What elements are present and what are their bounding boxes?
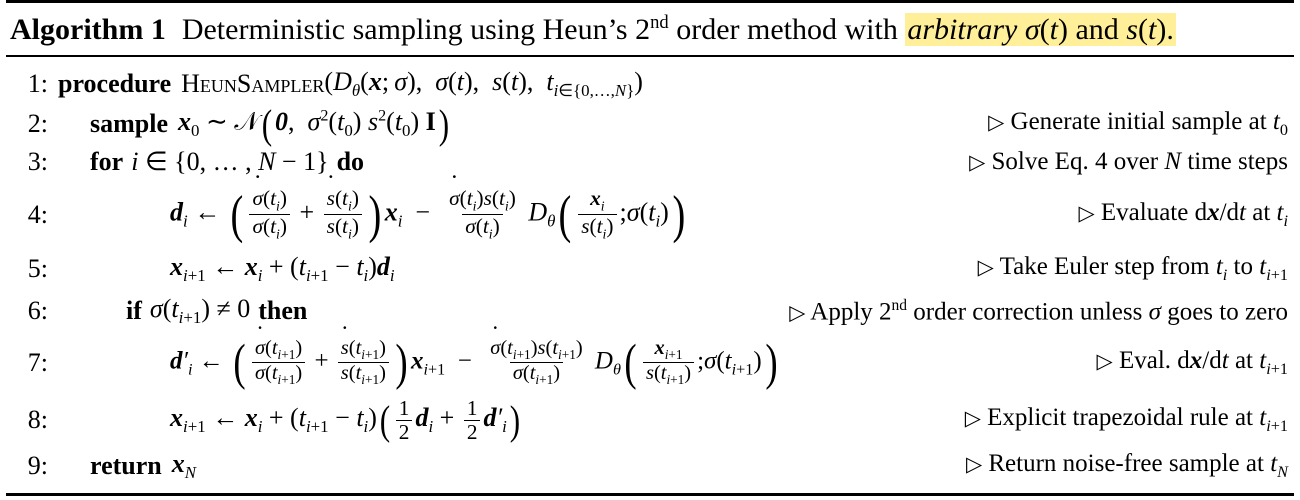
line-comment: ▷ Apply 2nd order correction unless σ goes to zero <box>789 296 1288 325</box>
line-comment: ▷ Solve Eq. 4 over N time steps <box>969 148 1288 176</box>
algorithm-caption-text <box>182 12 1176 47</box>
line-number: 3: <box>27 147 48 177</box>
line5-expression: $x_{i+1}$ ← $x_i + (t_{i+1} - t_i)d_i$ <box>170 251 395 286</box>
line6-expression: $\sigma(t_{i+1}) \ne 0$ <box>149 294 251 328</box>
line-code <box>58 100 1294 147</box>
keyword-do: do <box>336 147 365 177</box>
line-number: 4: <box>27 199 48 229</box>
algorithm-label: Algorithm 1 <box>10 13 166 46</box>
algorithm-line <box>6 100 1294 147</box>
keyword-procedure: procedure <box>58 69 172 99</box>
line-number: 9: <box>27 451 48 481</box>
caption-highlight: arbitrary σ(t) and s(t). <box>907 13 1174 46</box>
line9-expression: $x_N$ <box>171 449 197 483</box>
line-code <box>58 147 1294 177</box>
keyword-for: for <box>90 147 124 177</box>
algorithm-line <box>6 242 1294 286</box>
keyword-sample: sample <box>90 109 168 139</box>
line-code <box>58 252 1294 286</box>
procedure-args: ($D_\theta(x$; σ), σ(t), s(t), $t_{i\in\{0,\dots,N\}}$) <box>324 67 643 101</box>
line-code <box>58 67 1294 101</box>
caption-pre: Deterministic sampling using Heun’s 2 <box>181 13 651 46</box>
procedure-name: HeunSampler <box>181 69 325 99</box>
algorithm-line <box>6 286 1294 328</box>
algorithm-line <box>6 141 1294 177</box>
line-comment: ▷ Eval. dx/dt at $t_{i+1}$ <box>1096 346 1288 378</box>
line-code <box>58 449 1294 483</box>
algorithm-line <box>6 177 1294 245</box>
line-comment: ▷ Return noise-free sample at $t_N$ <box>965 450 1288 482</box>
line-number: 1: <box>27 69 48 99</box>
algorithm-line <box>6 328 1294 391</box>
algorithm-body <box>6 57 1294 483</box>
algorithm-caption <box>6 3 1294 55</box>
line2-expression: $x_0$ ∼ 𝒩( 0, $\sigma^2(t_0)$ $s^2(t_0)$ I) <box>178 100 449 147</box>
line-number: 6: <box>27 296 48 326</box>
line-code <box>58 397 1294 443</box>
line-comment: ▷ Take Euler step from $t_i$ to $t_{i+1}$ <box>977 253 1288 285</box>
algorithm-line <box>6 443 1294 483</box>
line-code <box>58 294 1294 328</box>
line-comment: ▷ Evaluate dx/dt at $t_i$ <box>1078 198 1288 230</box>
line7-expression: $d'_i$ ← ( $\frac{\sigma ˙(t_{i+1})}{\sigma(t_{i+1})}$ + $\frac{s ˙(t_{i+1})}{s(t_{i+1})}$ ) $x_{i+1}$ − $\frac{\sigma ˙(t_{i+1})s(t_{i+1})}{\sigma(t_{i+1})}$ $D_\theta$( $\frac{x_{i+1}}{s(t_{i+1})}$ $;\sigma(t_{i+1})$) <box>170 338 781 387</box>
algorithm-line <box>6 63 1294 101</box>
caption-mid: order method with <box>668 13 906 46</box>
line-number: 2: <box>27 109 48 139</box>
line-number: 8: <box>27 405 48 435</box>
line3-expression: i ∈ {0, … , N − 1} <box>131 147 329 177</box>
line-code <box>58 185 1294 245</box>
keyword-if: if <box>126 296 142 326</box>
keyword-return: return <box>90 451 162 481</box>
line4-expression: $d_i$ ← ( $\frac{\sigma ˙(t_i)}{\sigma(t_i)}$ + $\frac{s ˙(t_i)}{s(t_i)}$ ) $x_i$ − $\frac{\sigma ˙(t_i)s(t_i)}{\sigma(t_i)}$ $D_\theta$( $\frac{x_i}{s(t_i)}$ $;\sigma(t_i)$) <box>170 187 689 242</box>
line-comment: ▷ Explicit trapezoidal rule at $t_{i+1}$ <box>964 404 1288 436</box>
algorithm-line <box>6 387 1294 443</box>
line-number: 5: <box>27 254 48 284</box>
line-code <box>58 333 1294 391</box>
line-comment: ▷ Generate initial sample at $t_0$ <box>988 108 1288 140</box>
bottom-rule <box>6 493 1294 496</box>
line8-expression: $x_{i+1}$ ← $x_i + (t_{i+1} - t_i)$( $\frac{1}{2}$ $d_i$ + $\frac{1}{2}$ $d'_i$) <box>170 396 520 444</box>
caption-superscript: nd <box>650 12 669 33</box>
line-number: 7: <box>27 347 48 377</box>
keyword-then: then <box>258 296 308 326</box>
